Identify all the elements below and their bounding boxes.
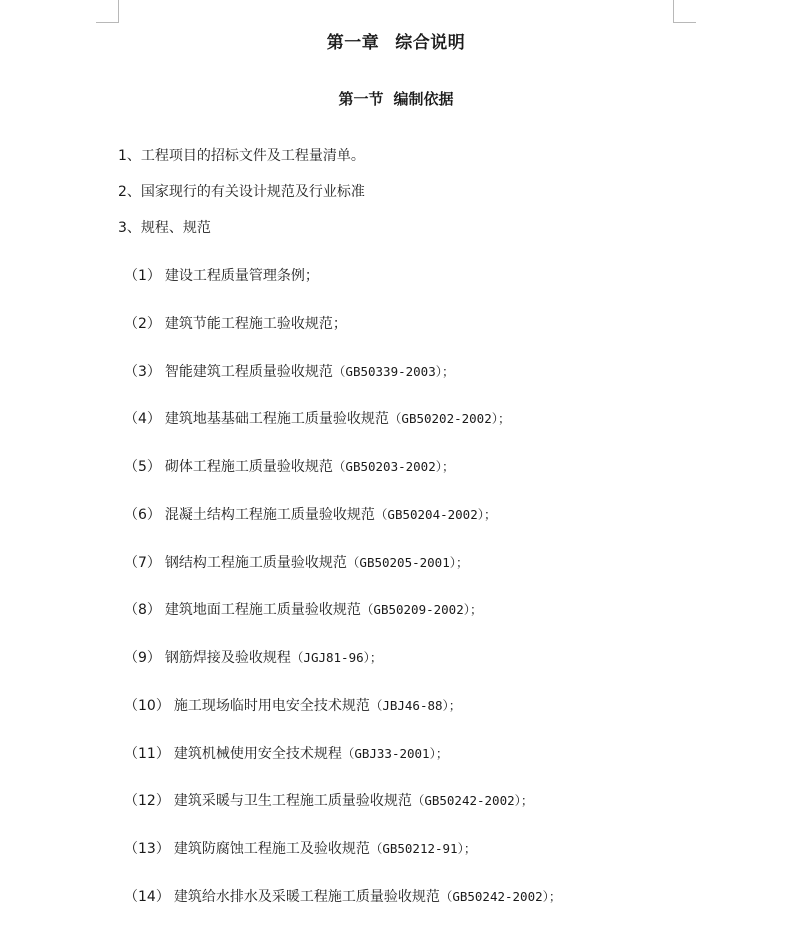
- chapter-number: 第一章: [326, 33, 380, 53]
- standard-number: （11）: [124, 746, 170, 762]
- standard-item: [124, 457, 454, 477]
- standard-number: （7）: [124, 555, 161, 571]
- standard-item: [124, 648, 382, 668]
- section-title: [0, 86, 792, 112]
- standard-code: （GB50212-91）；: [369, 841, 477, 856]
- standard-title: 智能建筑工程质量验收规范: [164, 364, 333, 380]
- crop-mark-top-right: [673, 0, 696, 23]
- standard-title: 建筑地基基础工程施工质量验收规范: [164, 411, 389, 427]
- basis-line: 3、规程、规范: [118, 220, 211, 236]
- standard-code: （JBJ46-88）；: [369, 698, 462, 713]
- standard-code: （GB50339-2003）；: [332, 364, 455, 379]
- standard-number: （10）: [124, 698, 170, 714]
- standard-number: （9）: [124, 650, 161, 666]
- standard-code: （GB50209-2002）；: [360, 602, 483, 617]
- standard-title: 建设工程质量管理条例；: [164, 268, 319, 284]
- standard-number: （3）: [124, 364, 161, 380]
- standard-item: [124, 314, 347, 334]
- standard-title: 钢结构工程施工质量验收规范: [164, 555, 347, 571]
- crop-mark-top-left: [96, 0, 119, 23]
- standard-item: [124, 887, 561, 907]
- standard-number: （12）: [124, 793, 170, 809]
- basis-line: 1、工程项目的招标文件及工程量清单。: [118, 148, 365, 164]
- chapter-name: 综合说明: [395, 33, 466, 53]
- standard-code: （GB50205-2001）；: [346, 555, 469, 570]
- standard-number: （6）: [124, 507, 161, 523]
- standard-title: 建筑防腐蚀工程施工及验收规范: [173, 841, 370, 857]
- standard-code: （JGJ81-96）；: [290, 650, 383, 665]
- standard-title: 建筑地面工程施工质量验收规范: [164, 602, 361, 618]
- standard-number: （5）: [124, 459, 161, 475]
- standard-item: [124, 409, 510, 429]
- standard-title: 建筑节能工程施工验收规范；: [164, 316, 347, 332]
- standard-code: （GB50242-2002）；: [439, 889, 562, 904]
- standard-title: 建筑采暖与卫生工程施工质量验收规范: [173, 793, 412, 809]
- standard-title: 施工现场临时用电安全技术规范: [173, 698, 370, 714]
- standard-code: （GB50203-2002）；: [332, 459, 455, 474]
- basis-line: 2、国家现行的有关设计规范及行业标准: [118, 184, 365, 200]
- standard-item: [124, 505, 496, 525]
- standard-number: （8）: [124, 602, 161, 618]
- standard-item: [124, 839, 476, 859]
- standard-code: （GB50202-2002）；: [388, 411, 511, 426]
- standard-number: （1）: [124, 268, 161, 284]
- section-number: 第一节: [338, 90, 384, 108]
- chapter-title: [0, 30, 792, 56]
- standard-title: 建筑给水排水及采暖工程施工质量验收规范: [173, 889, 440, 905]
- standard-title: 砌体工程施工质量验收规范: [164, 459, 333, 475]
- standard-number: （14）: [124, 889, 170, 905]
- standard-item: [124, 744, 448, 764]
- standard-code: （GB50242-2002）；: [411, 793, 534, 808]
- standard-item: [124, 696, 461, 716]
- standard-item: [124, 362, 454, 382]
- standard-number: （4）: [124, 411, 161, 427]
- standard-item: [124, 600, 482, 620]
- standard-code: （GBJ33-2001）；: [341, 746, 449, 761]
- standard-title: 钢筋焊接及验收规程: [164, 650, 291, 666]
- standard-item: [124, 553, 468, 573]
- standard-number: （2）: [124, 316, 161, 332]
- standard-item: [124, 266, 319, 286]
- standard-title: 建筑机械使用安全技术规程: [173, 746, 342, 762]
- section-name: 编制依据: [393, 90, 454, 108]
- standard-code: （GB50204-2002）；: [374, 507, 497, 522]
- standard-item: [124, 791, 533, 811]
- standard-number: （13）: [124, 841, 170, 857]
- standard-title: 混凝土结构工程施工质量验收规范: [164, 507, 375, 523]
